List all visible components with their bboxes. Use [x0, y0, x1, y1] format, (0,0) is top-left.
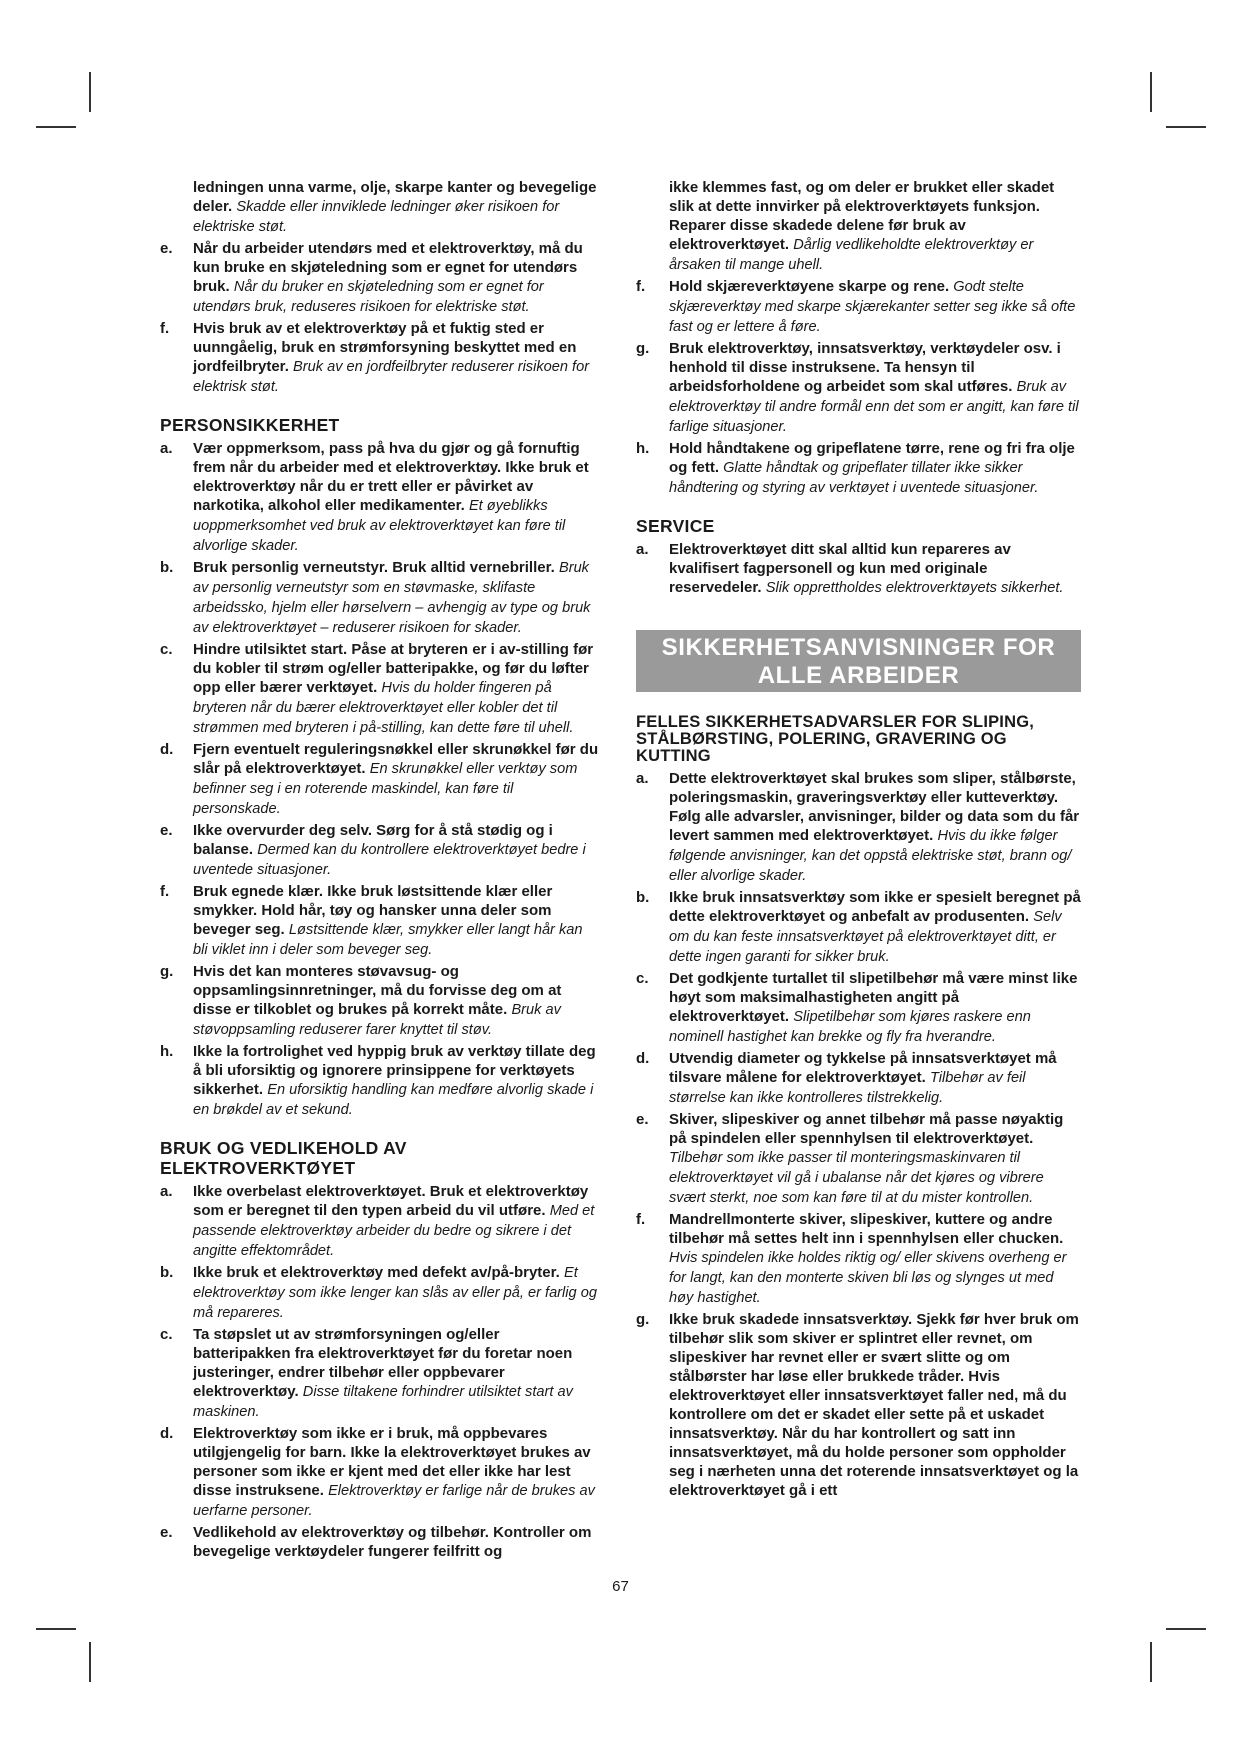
list-item — [160, 1263, 600, 1323]
list-item-marker: c. — [160, 1326, 173, 1343]
item-bold-text: Hold håndtakene og gripeflatene tørre, rene og fri fra olje og fett. — [669, 440, 1075, 476]
list-item — [160, 1325, 600, 1422]
item-bold-text: Dette elektroverktøyet skal brukes som sliper, stålbørste, poleringsmaskin, graveringsverktøy eller kutteverktøy. Følg alle advarsler, anvisninger, bilder og data som du får levert sammen med elektroverktøyet. — [669, 770, 1080, 844]
list-item-marker: f. — [160, 883, 170, 900]
list-electrical-safety — [160, 239, 600, 397]
list-item-marker: b. — [160, 1264, 174, 1281]
item-bold-text: Elektroverktøy som ikke er i bruk, må oppbevares utilgjengelig for barn. Ikke la elektroverktøyet brukes av personer som ikke er kjent med det eller ikke har lest disse instruksene. — [193, 1425, 591, 1499]
item-italic-text: En uforsiktig handling kan medføre alvorlig skade i en brøkdel av et sekund. — [193, 1082, 594, 1118]
item-bold-text: Ikke la fortrolighet ved hyppig bruk av verktøy tillate deg å bli uforsiktig og ignorere prinsippene for verktøyets sikkerhet. — [193, 1043, 596, 1098]
subheading-common-warnings: FELLES SIKKERHETSADVARSLER FOR SLIPING, STÅLBØRSTING, POLERING, GRAVERING OG KUTTING — [636, 713, 1035, 765]
item-italic-text: Når du bruker en skjøteledning som er egnet for utendørs bruk, reduseres risikoen for elektriske støt. — [193, 279, 544, 315]
crop-mark-top-right-h — [1166, 126, 1206, 128]
crop-mark-bottom-right-v — [1150, 1642, 1152, 1682]
item-bold-text: Skiver, slipeskiver og annet tilbehør må passe nøyaktig på spindelen eller spennhylsen til elektroverktøyet. — [669, 1111, 1064, 1147]
list-item — [160, 1042, 600, 1120]
item-bold-text: Det godkjente turtallet til slipetilbehør må være minst like høyt som maksimalhastigheten angitt på elektroverktøyet. — [669, 970, 1078, 1025]
item-italic-text: Skadde eller innviklede ledninger øker risikoen for elektriske støt. — [193, 199, 560, 235]
list-item-marker: g. — [160, 963, 174, 980]
item-bold-text: Hindre utilsiktet start. Påse at bryteren er i av-stilling før du kobler til strøm og/eller batteripakke, og før du løfter opp eller bærer verktøyet. — [193, 641, 594, 696]
list-item — [636, 339, 1081, 437]
crop-mark-top-right-v — [1150, 72, 1152, 112]
list-item — [636, 1310, 1081, 1500]
item-bold-text: Bruk egnede klær. Ikke bruk løstsittende klær eller smykker. Hold hår, tøy og hansker unna deler som beveger seg. — [193, 883, 553, 938]
item-bold-text: Bruk personlig verneutstyr. Bruk alltid vernebriller. — [193, 559, 555, 576]
list-item — [636, 1049, 1081, 1108]
item-bold-text: Når du arbeider utendørs med et elektroverktøy, må du kun bruke en skjøteledning som er egnet for utendørs bruk. — [193, 240, 583, 295]
list-item-marker: g. — [636, 340, 650, 357]
crop-mark-top-left-h — [36, 126, 76, 128]
list-item — [160, 882, 600, 960]
list-item-marker: c. — [636, 970, 649, 987]
list-maintenance-continued — [636, 277, 1081, 498]
list-item-marker: d. — [636, 1050, 650, 1067]
list-item — [636, 540, 1081, 598]
heading-personal-safety: PERSONSIKKERHET — [160, 415, 340, 435]
item-bold-text: ikke klemmes fast, og om deler er brukket eller skadet slik at dette innvirker på elektroverktøyets funksjon. Reparer disse skadede delene før bruk av elektroverktøyet. — [669, 179, 1055, 253]
list-personal-safety — [160, 439, 600, 1120]
list-item-marker: e. — [160, 1524, 173, 1541]
item-italic-text: Løstsittende klær, smykker eller langt hår kan bli viklet inn i deler som beveger seg. — [193, 922, 583, 958]
item-italic-text: Disse tiltakene forhindrer utilsiktet start av maskinen. — [193, 1384, 573, 1420]
item-bold-text: Ikke bruk innsatsverktøy som ikke er spesielt beregnet på dette elektroverktøyet og anbefalt av produsenten. — [669, 889, 1081, 925]
list-item-marker: a. — [636, 770, 649, 787]
item-bold-text: Ikke overvurder deg selv. Sørg for å stå stødig og i balanse. — [193, 822, 553, 858]
item-italic-text: Tilbehør av feil størrelse kan ikke kontrolleres tilstrekkelig. — [669, 1070, 1026, 1106]
item-italic-text: Med et passende elektroverktøy arbeider du bedre og sikrere i det angitte effektområdet. — [193, 1203, 595, 1259]
list-item — [636, 277, 1081, 337]
item-bold-text: ledningen unna varme, olje, skarpe kanter og bevegelige deler. — [193, 179, 597, 215]
item-italic-text: Elektroverktøy er farlige når de brukes av uerfarne personer. — [193, 1483, 595, 1519]
item-bold-text: Vedlikehold av elektroverktøy og tilbehør. Kontroller om bevegelige verktøydeler fungerer feilfritt og — [193, 1524, 592, 1560]
item-bold-text: Ikke bruk et elektroverktøy med defekt av/på-bryter. — [193, 1264, 560, 1281]
list-service — [636, 540, 1081, 598]
item-bold-text: Utvendig diameter og tykkelse på innsatsverktøyet må tilsvare målene for elektroverktøyet. — [669, 1050, 1057, 1086]
continuation-paragraph — [636, 178, 1081, 275]
item-italic-text: Slik opprettholdes elektroverktøyets sikkerhet. — [765, 580, 1064, 596]
list-item-marker: a. — [636, 541, 649, 558]
item-italic-text: Godt stelte skjæreverktøy med skarpe skjærekanter setter seg ikke så ofte fast og er lettere å føre. — [669, 279, 1076, 335]
list-item — [160, 439, 600, 556]
list-item — [636, 769, 1081, 886]
item-bold-text: Bruk elektroverktøy, innsatsverktøy, verktøydeler osv. i henhold til disse instruksene. Ta hensyn til arbeidsforholdene og arbeidet som skal utføres. — [669, 340, 1061, 395]
list-item-marker: c. — [160, 641, 173, 658]
heading-use-and-maintenance: BRUK OG VEDLIKEHOLD AV ELEKTROVERKTØYET — [160, 1138, 407, 1178]
banner-line-1: SIKKERHETSANVISNINGER FOR — [661, 634, 1056, 661]
section-banner — [636, 630, 1081, 692]
item-italic-text: Bruk av en jordfeilbryter reduserer risikoen for elektrisk støt. — [193, 359, 590, 395]
list-item — [636, 439, 1081, 498]
item-italic-text: Hvis spindelen ikke holdes riktig og/ eller skivens overheng er for langt, kan den monterte skiven bli løs og slynges ut med høy hastighet. — [669, 1250, 1067, 1306]
list-item-marker: d. — [160, 1425, 174, 1442]
item-italic-text: En skrunøkkel eller verktøy som befinner seg i en roterende maskindel, kan føre til personskade. — [193, 761, 578, 817]
heading-service: SERVICE — [636, 516, 715, 536]
list-item-marker: a. — [160, 440, 173, 457]
item-italic-text: Glatte håndtak og gripeflater tillater ikke sikker håndtering og styring av verktøyet i uventede situasjoner. — [669, 460, 1039, 496]
list-use-and-maintenance — [160, 1182, 600, 1561]
item-bold-text: Ikke overbelast elektroverktøyet. Bruk et elektroverktøy som er beregnet til den typen arbeid du vil utføre. — [193, 1183, 589, 1219]
right-column — [636, 178, 1081, 1502]
crop-mark-bottom-left-h — [36, 1628, 76, 1630]
list-item-marker: a. — [160, 1183, 173, 1200]
list-item — [160, 962, 600, 1040]
item-bold-text: Elektroverktøyet ditt skal alltid kun repareres av kvalifisert fagpersonell og kun med originale reservedeler. — [669, 541, 1011, 596]
list-item-marker: f. — [636, 278, 646, 295]
list-item-marker: e. — [160, 822, 173, 839]
list-item — [160, 558, 600, 638]
list-item — [160, 239, 600, 317]
list-item — [636, 1210, 1081, 1308]
list-item-marker: b. — [636, 889, 650, 906]
list-item — [160, 740, 600, 819]
list-item-marker: h. — [160, 1043, 174, 1060]
list-item — [160, 319, 600, 397]
item-italic-text: Et elektroverktøy som ikke lenger kan slås av eller på, er farlig og må repareres. — [193, 1265, 597, 1321]
item-italic-text: Bruk av personlig verneutstyr som en støvmaske, sklifaste arbeidssko, hjelm eller hørselvern – avhengig av type og bruk av elektroverktøyet – reduserer risikoen for skader. — [193, 560, 591, 636]
item-italic-text: Dermed kan du kontrollere elektroverktøyet bedre i uventede situasjoner. — [193, 842, 586, 878]
item-italic-text: Et øyeblikks uoppmerksomhet ved bruk av elektroverktøyet kan føre til alvorlige skader. — [193, 498, 566, 554]
list-item-marker: d. — [160, 741, 174, 758]
item-bold-text: Hold skjæreverktøyene skarpe og rene. — [669, 278, 950, 295]
list-item — [636, 1110, 1081, 1208]
crop-mark-top-left-v — [89, 72, 91, 112]
list-item-marker: g. — [636, 1311, 650, 1328]
list-common-warnings — [636, 769, 1081, 1500]
list-item-marker: f. — [636, 1211, 646, 1228]
item-italic-text: Hvis du ikke følger følgende anvisninger, kan det oppstå elektriske støt, brann og/ eller alvorlige skader. — [669, 828, 1072, 884]
list-item-marker: h. — [636, 440, 650, 457]
list-item — [160, 640, 600, 738]
list-item-marker: e. — [160, 240, 173, 257]
crop-mark-bottom-right-h — [1166, 1628, 1206, 1630]
item-bold-text: Hvis det kan monteres støvavsug- og oppsamlingsinnretninger, må du forvisse deg om at disse er tilkoblet og brukes på korrekt måte. — [193, 963, 562, 1018]
list-item — [160, 821, 600, 880]
page-number: 67 — [612, 1578, 629, 1595]
item-bold-text: Vær oppmerksom, pass på hva du gjør og gå fornuftig frem når du arbeider med et elektroverktøy. Ikke bruk et elektroverktøy når du er trett eller er påvirket av narkotika, alkohol eller medikamenter. — [193, 440, 589, 514]
item-italic-text: Tilbehør som ikke passer til monteringsmaskinvaren til elektroverktøyet vil gå i ubalanse når det kjøres og vibrere svært sterkt, noe som kan føre til at du mister kontrollen. — [669, 1150, 1044, 1206]
item-italic-text: Bruk av elektroverktøy til andre formål enn det som er angitt, kan føre til farlige situasjoner. — [669, 379, 1079, 435]
item-bold-text: Fjern eventuelt reguleringsnøkkel eller skrunøkkel før du slår på elektroverktøyet. — [193, 741, 599, 777]
list-item — [160, 1182, 600, 1261]
list-item-marker: f. — [160, 320, 170, 337]
list-item — [636, 969, 1081, 1047]
list-item-marker: e. — [636, 1111, 649, 1128]
item-italic-text: Slipetilbehør som kjøres raskere enn nominell hastighet kan brekke og fly fra hverandre. — [669, 1009, 1031, 1045]
item-bold-text: Ikke bruk skadede innsatsverktøy. Sjekk før hver bruk om tilbehør slik som skiver er splintret eller revnet, om slipeskiver har revnet eller er svært slitte og om stålbørster har løse eller brukkede tråder. Hvis elektroverktøyet eller innsatsverktøyet faller ned, må du kontrollere om det er skadet eller sette på et uskadet innsatsverktøy. Når du har kontrollert og satt inn innsatsverktøyet, må du holde personer som oppholder seg i nærheten unna det roterende innsatsverktøyet og la elektroverktøyet gå i ett — [669, 1311, 1079, 1499]
item-italic-text: Bruk av støvoppsamling reduserer farer knyttet til støv. — [193, 1002, 561, 1038]
list-item-marker: b. — [160, 559, 174, 576]
item-bold-text: Ta støpslet ut av strømforsyningen og/eller batteripakken fra elektroverktøyet før du foretar noen justeringer, endrer tilbehør eller oppbevarer elektroverktøy. — [193, 1326, 573, 1400]
item-bold-text: Hvis bruk av et elektroverktøy på et fuktig sted er uunngåelig, bruk en strømforsyning beskyttet med en jordfeilbryter. — [193, 320, 577, 375]
item-italic-text: Hvis du holder fingeren på bryteren når du bærer elektroverktøyet eller kobler det til strømmen med bryteren i på-stilling, kan dette føre til uhell. — [193, 680, 574, 736]
item-italic-text: Dårlig vedlikeholdte elektroverktøy er årsaken til mange uhell. — [669, 237, 1034, 273]
continuation-paragraph — [160, 178, 600, 237]
list-item — [160, 1424, 600, 1521]
list-item — [636, 888, 1081, 967]
left-column — [160, 178, 600, 1563]
item-italic-text: Selv om du kan feste innsatsverktøyet på elektroverktøyet ditt, er dette ingen garanti for sikker bruk. — [669, 909, 1062, 965]
banner-line-2: ALLE ARBEIDER — [757, 662, 960, 689]
item-bold-text: Mandrellmonterte skiver, slipeskiver, kuttere og andre tilbehør må settes helt inn i spennhylsen eller chucken. — [669, 1211, 1064, 1247]
crop-mark-bottom-left-v — [89, 1642, 91, 1682]
list-item — [160, 1523, 600, 1561]
